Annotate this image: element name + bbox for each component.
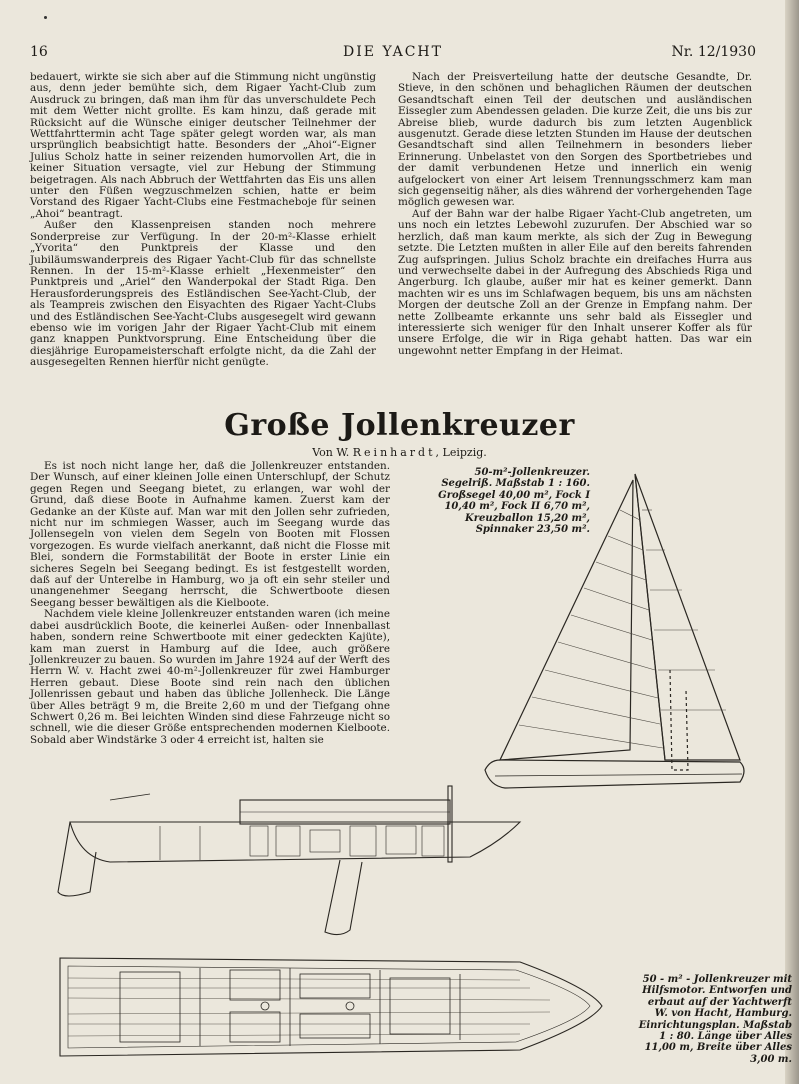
sail-plan-caption [430, 467, 590, 535]
byline-place: , Leipzig. [435, 446, 487, 459]
mainsail [635, 474, 740, 760]
caption-line: Hilfsmotor. Entworfen und [642, 985, 792, 997]
paragraph: Nachdem viele kleine Jollenkreuzer entstanden waren (ich meine dabei ausdrücklich Boote, die keinerlei Außen- oder Innenballast haben, sondern reine Schwertboote mit einer gedeckten Kajüte), kam man zuerst in Hamburg auf die Idee, auch größere Jollenkreuzer zu bauen. So wurden im Jahre 1924 auf der Werft des Herrn W. v. Hacht zwei 40-m²-Jollenkreuzer für zwei Hamburger Herren gebaut. Diese Boote sind rein nach den üblichen Jollenrissen gebaut und haben das übliche Jollenheck. Die Länge über Alles beträgt 9 m, die Breite 2,60 m und der Tiefgang ohne Schwert 0,26 m. Bei leichten Winden sind diese Fahrzeuge nicht so schnell, wie die dieser Größe entsprechenden modernen Kielboote. Sobald aber Windstärke 3 oder 4 erreicht ist, halten sie [30, 608, 390, 746]
paragraph: Auf der Bahn war der halbe Rigaer Yacht-Club angetreten, um uns noch ein letztes Lebewohl zuzurufen. Der Abschied war so herzlich, daß man kaum merkte, als sich der Zug in Bewegung setzte. Die Letzten mußten in aller Eile auf den bereits fahrenden Zug aufspringen. Julius Scholz brachte ein dreifaches Hurra aus und verwechselte dabei in der Aufregung des Abschieds Riga und Angerburg. Ich glaube, außer mir hat es keiner gemerkt. Dann machten wir es uns im Schlafwagen bequem, bis uns am nächsten Morgen der deutsche Zoll an der Grenze in Empfang nahm. Der nette Zollbeamte erkannte uns sehr bald als Eissegler und interessierte sich weniger für den Inhalt unserer Koffer als für unsere Erfolge, die wir in Riga gehabt hatten. Das war ein ungewohnt netter Empfang in der Heimat. [398, 207, 752, 357]
article-byline [0, 446, 799, 459]
caption-line: Spinnaker 23,50 m². [475, 524, 590, 536]
centerboard-outline [670, 670, 688, 770]
rudder [58, 822, 96, 896]
page-spine-shadow [785, 0, 799, 1084]
byline-prefix: Von W. [312, 446, 350, 459]
article-body [30, 461, 390, 746]
paragraph: Außer den Klassenpreisen standen noch mehrere Sonderpreise zur Verfügung. In der 20-m²-Klasse erhielt „Yvorita“ den Punktpreis der Klasse und den Jubiläumswanderpreis des Rigaer Yacht-Club für das schnellste Rennen. In der 15-m²-Klasse erhielt „Hexenmeister“ den Punktpreis und „Ariel“ den Wanderpokal der Stadt Riga. Den Herausforderungspreis des Estländischen See-Yacht-Club, der als Teampreis zwischen den Eisyachten des Rigaer Yacht-Clubs und des Estländischen See-Yacht-Clubs ausgesegelt wird gewann ebenso wie im vorigen Jahr der Rigaer Yacht-Club mit einem ganz knappen Punktvorsprung. Eine Entscheidung über die diesjährige Europameisterschaft erfolgte nicht, da die Zahl der ausgesegelten Rennen hierfür nicht genügte. [30, 219, 376, 369]
caption-line: 50 - m² - Jollenkreuzer mit [642, 974, 792, 985]
caption-line: erbaut auf der Yachtwerft [647, 996, 792, 1008]
accommodation-plan-caption [602, 974, 792, 1065]
right-column-top [398, 72, 752, 357]
journal-title: DIE YACHT [343, 44, 443, 60]
left-column-top [30, 72, 376, 369]
caption-line: 10,40 m², Fock II 6,70 m², [444, 501, 590, 513]
caption-line: 1 : 80. Länge über Alles [659, 1031, 792, 1043]
caption-line: Einrichtungsplan. Maßstab [638, 1019, 792, 1031]
paragraph: bedauert, wirkte sie sich aber auf die Stimmung nicht ungünstig aus, denn jeder bemühte sich, dem Rigaer Yacht-Club zum Ausdruck zu bringen, daß man ihm für das unverschuldete Pech mit dem Wetter nicht grollte. Es kam hinzu, daß gerade mit Rücksicht auf die Wünsche einiger deutscher Teilnehmer der Wettfahrttermin acht Tage später gelegt worden war, als man ursprünglich beabsichtigt hatte. Besonders der „Ahoi“-Eigner Julius Scholz hatte in seiner reizenden humorvollen Art, die in keiner Situation versagte, viel zur Hebung der Stimmung beigetragen. Als nach Abbruch der Wettfahrten das Eis uns allen unter den Füßen wegzuschmelzen schien, hatte er beim Vorstand des Rigaer Yacht-Clubs eine Festmacheboje für seinen „Ahoi“ beantragt. [30, 71, 376, 220]
byline-author: Reinhardt [352, 446, 436, 459]
article-title: Große Jollenkreuzer [224, 408, 575, 443]
caption-line: Segelriß. Maßstab 1 : 160. [441, 478, 590, 490]
forecabin [390, 978, 450, 1034]
cockpit [120, 972, 180, 1042]
accommodation-plan-drawing [50, 948, 610, 1066]
caption-line: 50-m²-Jollenkreuzer. [474, 467, 590, 478]
page-number: 16 [30, 44, 48, 60]
caption-line: 11,00 m, Breite über Alles [644, 1042, 792, 1054]
issue-number: Nr. 12/1930 [671, 44, 756, 60]
hull-plan-outline [60, 958, 602, 1056]
profile-section-drawing [50, 782, 530, 942]
speck [44, 16, 47, 19]
caption-line: W. von Hacht, Hamburg. [654, 1008, 792, 1020]
page-header [30, 44, 756, 64]
paragraph: Es ist noch nicht lange her, daß die Jollenkreuzer entstanden. Der Wunsch, auf einer kleinen Jolle einen Unterschlupf, der Schutz gegen Regen und Seegang bietet, zu erlangen, war wohl der Grund, daß diese Boote in Aufnahme kamen. Zuerst kam der Gedanke an der Küste auf. Man war mit den Jollen sehr zufrieden, nicht nur im schmiegen Wasser, auch im Seegang wurde das Jollensegeln von vielen dem Segeln von Booten mit Flossen vorgezogen. Es wurde vielfach anerkannt, daß nicht die Flosse mit Blei, sondern die Formstabilität der Boote in erster Linie ein sicheres Segeln bei Seegang bedingt. Es ist festgestellt worden, daß auf der Unterelbe in Hamburg, wo ja oft ein sehr steiler und unangenehmer Seegang herrscht, die Schwertboote diesen Seegang besser bewältigen als die Kielboote. [30, 460, 390, 609]
caption-line: Kreuzballon 15,20 m², [465, 512, 590, 524]
centerboard [325, 860, 362, 935]
caption-line: Großsegel 40,00 m², Fock I [438, 489, 590, 501]
caption-line: 3,00 m. [750, 1053, 792, 1065]
paragraph: Nach der Preisverteilung hatte der deutsche Gesandte, Dr. Stieve, in den schönen und behaglichen Räumen der deutschen Gesandtschaft einen Teil der deutschen und ausländischen Eissegler zum Abendessen geladen. Die kurze Zeit, die uns bis zur Abreise blieb, wurde dadurch bis zum letzten Augenblick ausgenutzt. Gerade diese letzten Stunden im Hause der deutschen Gesandtschaft sind allen Teilnehmern in besonders lieber Erinnerung. Unbelastet von den Sorgen des Sportbetriebes und der damit verbundenen Hetze und innerlich ein wenig aufgelockert von einer Art leisem Trennungsschmerz kam man sich gegenseitig näher, als dies während der vorhergehenden Tage möglich gewesen war. [398, 71, 752, 209]
